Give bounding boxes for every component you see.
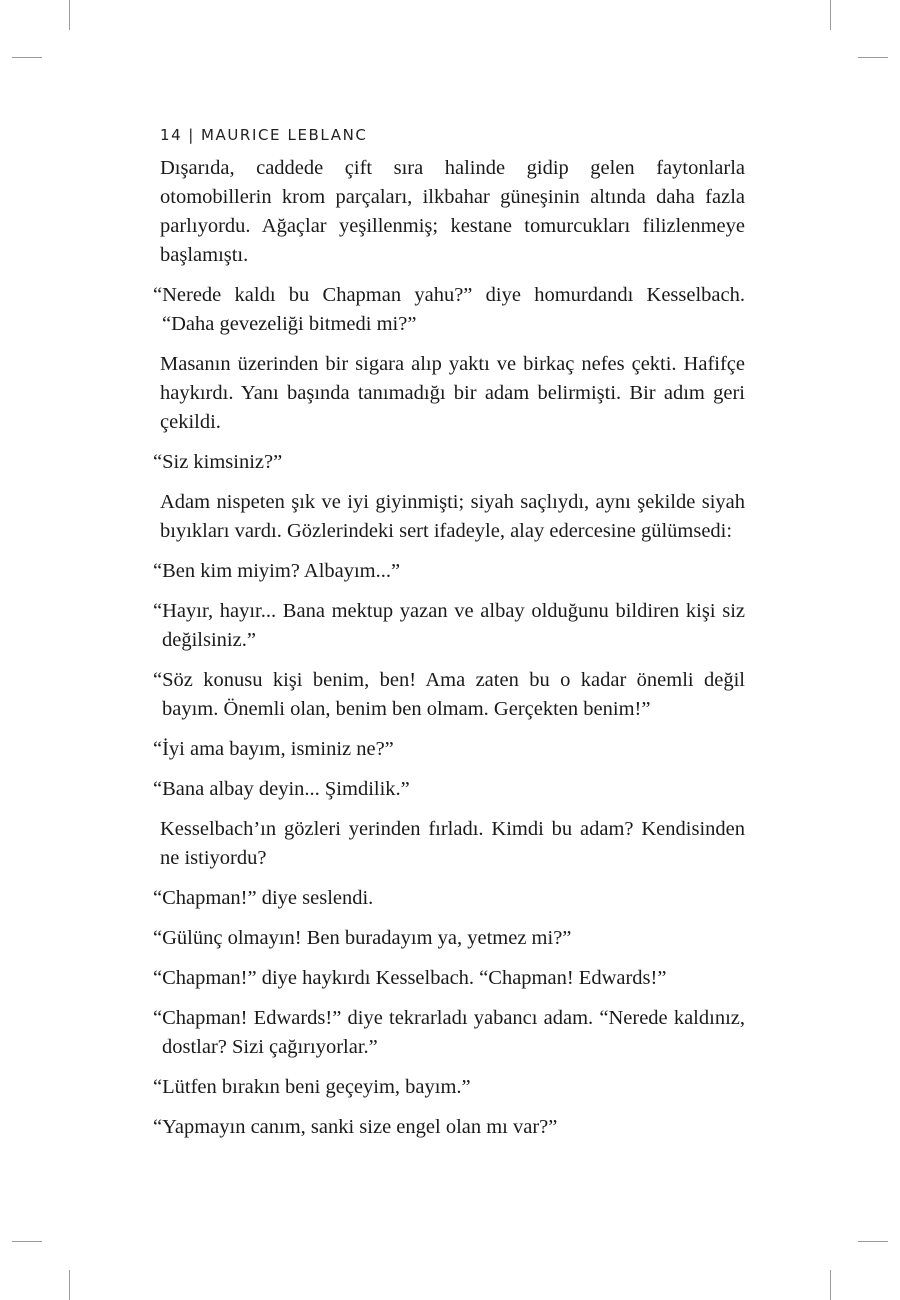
- crop-mark-top-right: [830, 0, 831, 30]
- dialogue-paragraph: “Chapman!” diye seslendi.: [153, 887, 374, 909]
- narrative-paragraph: Kesselbach’ın gözleri yerinden fırladı. Kimdi bu adam? Kendisinden ne istiyordu?: [160, 818, 745, 869]
- dialogue-paragraph: “Chapman! Edwards!” diye tekrarladı yabancı adam. “Nerede kaldınız, dostlar? Sizi çağırıyorlar.”: [153, 1007, 745, 1058]
- narrative-paragraph: Adam nispeten şık ve iyi giyinmişti; siyah saçlıydı, aynı şekilde siyah bıyıkları vardı. Gözlerindeki sert ifadeyle, alay edercesine gülümsedi:: [160, 491, 745, 542]
- dialogue-paragraph: “Söz konusu kişi benim, ben! Ama zaten bu o kadar önemli değil bayım. Önemli olan, benim ben olmam. Gerçekten benim!”: [153, 669, 745, 720]
- running-head: [160, 126, 367, 144]
- body-text: [153, 154, 745, 1153]
- crop-mark-bottom-right: [830, 1270, 831, 1300]
- narrative-paragraph: Dışarıda, caddede çift sıra halinde gidip gelen faytonlarla otomobillerin krom parçaları, ilkbahar güneşinin altında daha fazla parlıyordu. Ağaçlar yeşillenmiş; kestane tomurcukları filizlenmeye başlamıştı.: [160, 157, 745, 266]
- narrative-paragraph: Masanın üzerinden bir sigara alıp yaktı ve birkaç nefes çekti. Hafifçe haykırdı. Yanı başında tanımadığı bir adam belirmişti. Bir adım geri çekildi.: [160, 353, 745, 433]
- crop-mark-bottom-left: [69, 1270, 70, 1300]
- dialogue-paragraph: “İyi ama bayım, isminiz ne?”: [153, 738, 394, 760]
- dialogue-paragraph: “Hayır, hayır... Bana mektup yazan ve albay olduğunu bildiren kişi siz değilsiniz.”: [153, 600, 745, 651]
- author-name: MAURICE LEBLANC: [200, 126, 368, 144]
- crop-mark-left-bottom: [12, 1241, 42, 1242]
- dialogue-paragraph: “Siz kimsiniz?”: [153, 451, 283, 473]
- crop-mark-top-left: [69, 0, 70, 30]
- dialogue-paragraph: “Bana albay deyin... Şimdilik.”: [153, 778, 410, 800]
- page-number: 14: [160, 126, 183, 144]
- crop-mark-right-bottom: [858, 1241, 888, 1242]
- header-separator: |: [188, 126, 195, 144]
- dialogue-paragraph: “Lütfen bırakın beni geçeyim, bayım.”: [153, 1076, 471, 1098]
- dialogue-paragraph: “Nerede kaldı bu Chapman yahu?” diye homurdandı Kesselbach. “Daha gevezeliği bitmedi mi?”: [153, 284, 745, 335]
- dialogue-paragraph: “Gülünç olmayın! Ben buradayım ya, yetmez mi?”: [153, 927, 572, 949]
- dialogue-paragraph: “Yapmayın canım, sanki size engel olan mı var?”: [153, 1116, 558, 1138]
- dialogue-paragraph: “Chapman!” diye haykırdı Kesselbach. “Chapman! Edwards!”: [153, 967, 667, 989]
- crop-mark-left-top: [12, 57, 42, 58]
- crop-mark-right-top: [858, 57, 888, 58]
- dialogue-paragraph: “Ben kim miyim? Albayım...”: [153, 560, 401, 582]
